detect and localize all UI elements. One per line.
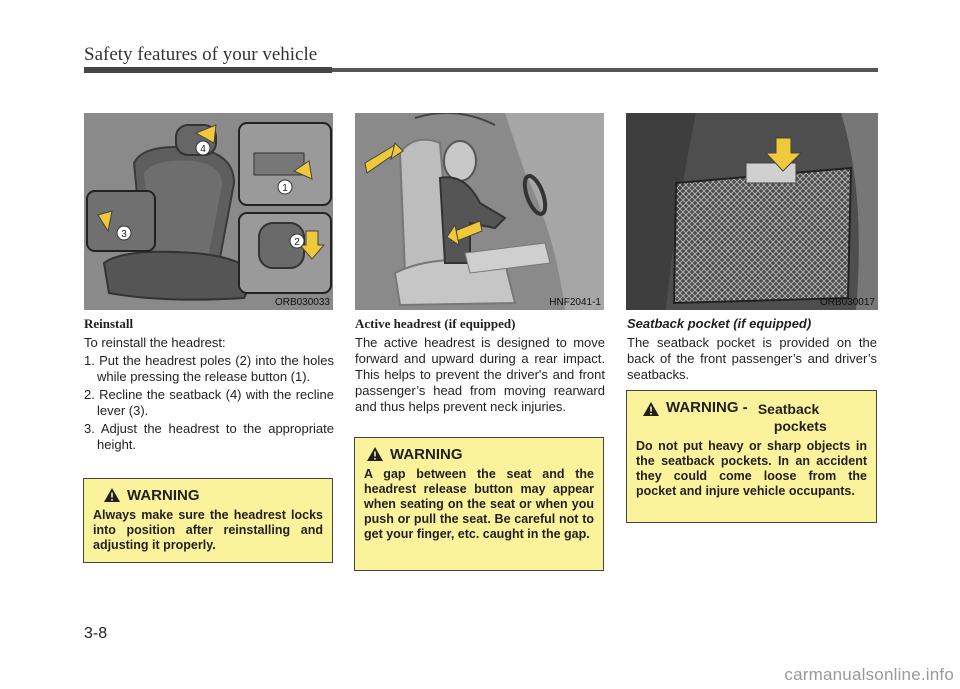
svg-text:2: 2 xyxy=(294,237,300,248)
body-text: The seatback pocket is provided on the back of the front passenger’s and driver’s seatbacks. xyxy=(627,335,877,382)
steps-list xyxy=(84,353,334,453)
warning-box-pockets xyxy=(626,390,877,523)
warning-subtitle-line2: pockets xyxy=(773,418,827,434)
warning-icon xyxy=(103,487,121,503)
seatback-illustration xyxy=(626,113,878,310)
section-heading: Seatback pocket (if equipped) xyxy=(627,316,812,331)
column-seatback-pocket xyxy=(627,316,877,383)
warning-title: WARNING - xyxy=(666,399,752,416)
figure-code: ORB030033 xyxy=(274,297,330,308)
callout-4 xyxy=(196,141,210,155)
driver-illustration xyxy=(355,113,604,310)
svg-text:3: 3 xyxy=(121,229,127,240)
section-heading: Reinstall xyxy=(84,316,134,331)
column-active-headrest xyxy=(355,316,605,415)
warning-box-headrest xyxy=(83,478,333,563)
section-heading: Active headrest (if equipped) xyxy=(355,316,516,331)
column-reinstall xyxy=(84,316,334,455)
warning-subtitle-line1: Seatback xyxy=(757,401,820,417)
svg-text:4: 4 xyxy=(200,144,206,155)
warning-body: Always make sure the headrest locks into position after reinstalling and adjusting it properly. xyxy=(93,508,323,552)
header-rule-accent xyxy=(84,67,332,73)
svg-text:1: 1 xyxy=(282,183,288,194)
list-item: 2. Recline the seatback (4) with the recline lever (3). xyxy=(84,387,334,418)
warning-box-gap xyxy=(354,437,604,571)
page-header-title: Safety features of your vehicle xyxy=(84,44,318,65)
warning-subtitle xyxy=(758,401,827,435)
callout-2 xyxy=(290,234,304,248)
warning-icon xyxy=(642,401,660,417)
callout-3 xyxy=(117,226,131,240)
warning-title: WARNING xyxy=(390,446,463,463)
figure-active-headrest xyxy=(355,113,604,310)
figure-code: ORB030017 xyxy=(819,297,875,308)
page-number: 3-8 xyxy=(84,625,108,642)
list-item: 3. Adjust the headrest to the appropriate height. xyxy=(84,421,334,452)
figure-seatback-pocket xyxy=(626,113,878,310)
callout-1 xyxy=(278,180,292,194)
warning-icon xyxy=(366,446,384,462)
warning-title: WARNING xyxy=(127,487,200,504)
body-text: The active headrest is designed to move forward and upward during a rear impact. This helps to prevent the driver's and front passenger’s head from moving rearward and thus helps prevent neck injuries. xyxy=(355,335,605,414)
figure-headrest-reinstall xyxy=(84,113,333,310)
warning-body: A gap between the seat and the headrest release button may appear when seating on the seat or when you push or pull the seat. Be careful not to get your finger, etc. caught in the gap. xyxy=(364,467,594,541)
watermark: carmanualsonline.info xyxy=(784,665,954,684)
figure-code: HNF2041-1 xyxy=(549,297,601,308)
seat-illustration xyxy=(84,113,333,310)
list-item: 1. Put the headrest poles (2) into the holes while pressing the release button (1). xyxy=(84,353,334,384)
intro-text: To reinstall the headrest: xyxy=(84,335,226,350)
warning-body: Do not put heavy or sharp objects in the seatback pockets. In an accident they could come loose from the pocket and injure vehicle occupants. xyxy=(636,439,867,498)
